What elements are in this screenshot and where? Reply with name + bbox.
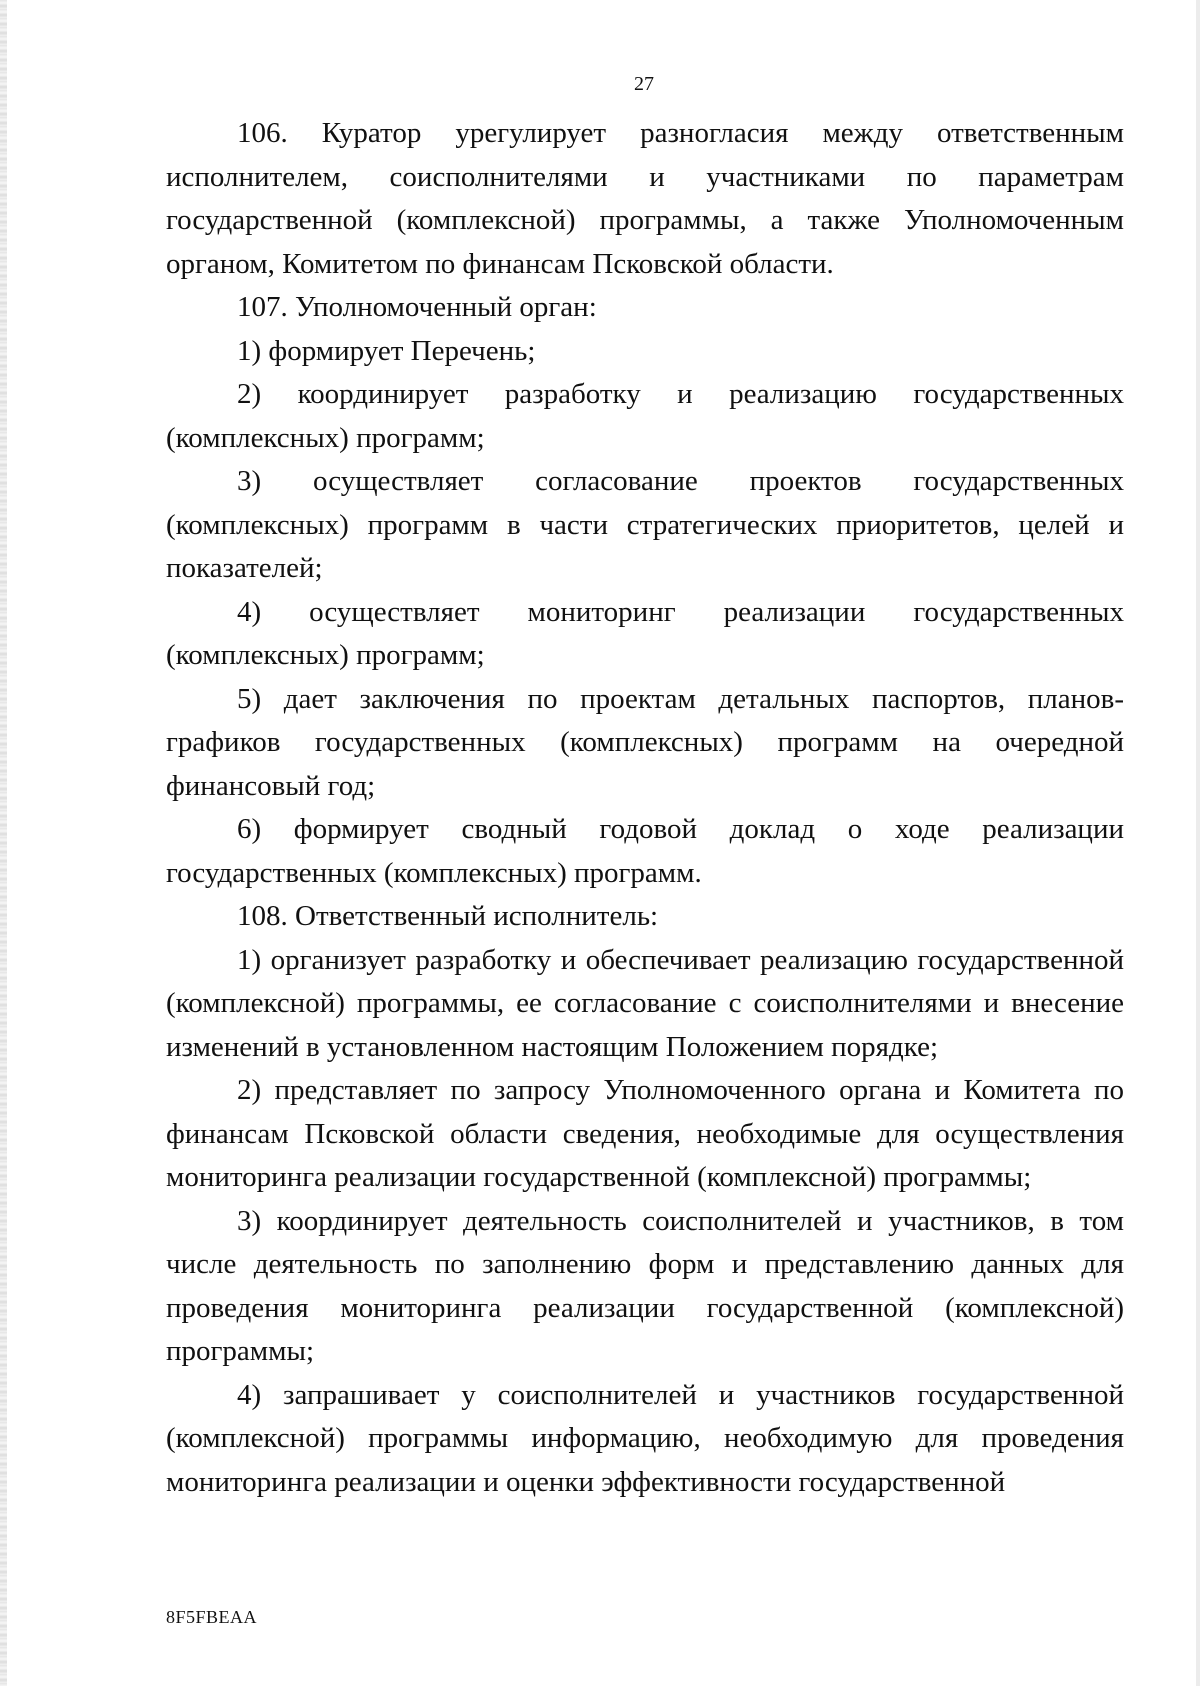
paragraph-107-item-5: 5) дает заключения по проектам детальных паспортов, планов-графиков государственных (комплексных) программ на очередной финансовый год; <box>166 682 1124 802</box>
document-body <box>166 112 1124 1504</box>
paragraph-108-item-4: 4) запрашивает у соисполнителей и участников государственной (комплексной) программы информацию, необходимую для проведения мониторинга реализации и оценки эффективности государственной <box>166 1378 1124 1498</box>
paragraph-108-item-3: 3) координирует деятельность соисполнителей и участников, в том числе деятельность по заполнению форм и представлению данных для проведения мониторинга реализации государственной (комплексной) программы; <box>166 1204 1124 1367</box>
paragraph-106: 106. Куратор урегулирует разногласия между ответственным исполнителем, соисполнителями и участниками по параметрам государственной (комплексной) программы, а также Уполномоченным органом, Комитетом по финансам Псковской области. <box>166 117 1124 280</box>
document-code: 8F5FBEAA <box>166 1607 258 1627</box>
paragraph-108-item-2: 2) представляет по запросу Уполномоченного органа и Комитета по финансам Псковской области сведения, необходимые для осуществления мониторинга реализации государственной (комплексной) программы; <box>166 1074 1124 1193</box>
paragraph-107-item-1: 1) формирует Перечень; <box>237 334 536 367</box>
paragraph-108-heading: 108. Ответственный исполнитель: <box>237 900 659 932</box>
scan-left-edge <box>0 0 7 1686</box>
paragraph-107-item-4: 4) осуществляет мониторинг реализации государственных (комплексных) программ; <box>166 595 1124 671</box>
paragraph-107-item-3: 3) осуществляет согласование проектов государственных (комплексных) программ в части стратегических приоритетов, целей и показателей; <box>166 465 1124 584</box>
scan-right-edge <box>1196 0 1200 1686</box>
paragraph-107-heading: 107. Уполномоченный орган: <box>237 291 597 323</box>
paragraph-107-item-6: 6) формирует сводный годовой доклад о ходе реализации государственных (комплексных) программ. <box>166 813 1124 889</box>
page-number: 27 <box>634 73 654 95</box>
paragraph-107-item-2: 2) координирует разработку и реализацию государственных (комплексных) программ; <box>166 378 1124 454</box>
paragraph-108-item-1: 1) организует разработку и обеспечивает реализацию государственной (комплексной) программы, ее согласование с соисполнителями и внесение изменений в установленном настоящим Положением порядке; <box>166 943 1124 1063</box>
